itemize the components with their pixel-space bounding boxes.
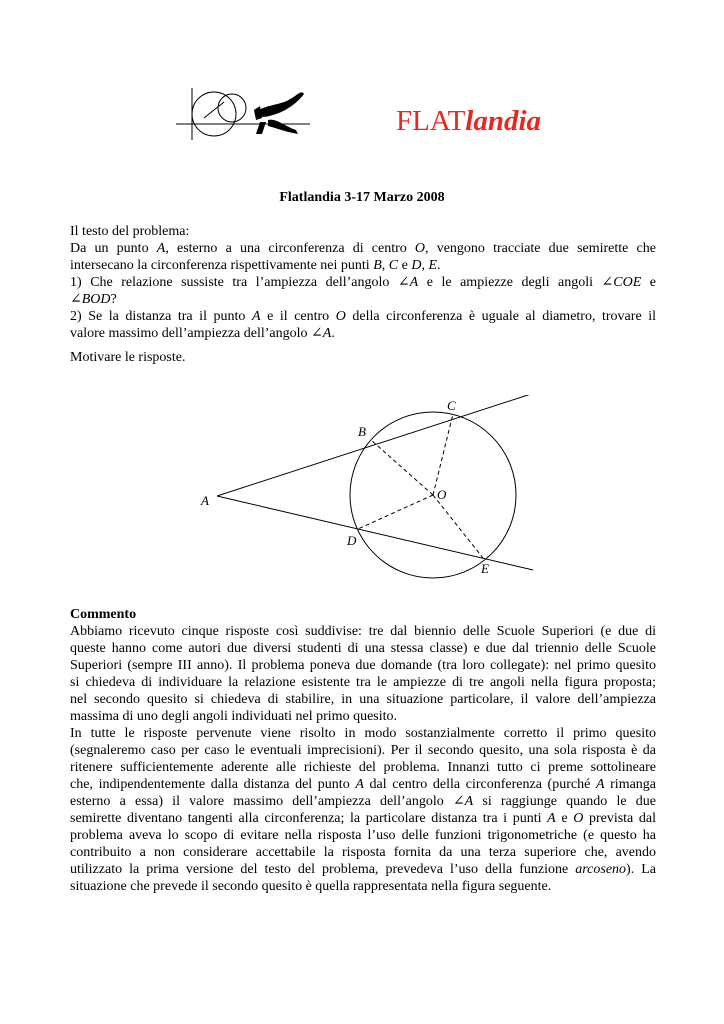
commento-line-16: situazione che prevede il secondo quesito è quella rappresentata nella figura seguente. [70,879,552,894]
geometry-figure [195,395,540,580]
label-D: D [347,533,357,548]
commento-line-6: massima di uno degli angoli individuati nel primo quesito. [70,709,398,724]
commento-line-5: nel secondo quesito si chiedeva di stabilire, in una situazione particolare, il valore dell’ampiezza [70,692,656,707]
commento-line-4: si chiedeva di individuare la relazione esistente tra le ampiezze di tre angoli nella figura proposta; [70,675,656,690]
motivate-text: Motivare le risposte. [70,350,186,365]
intro-line-2: intersecano la circonferenza rispettivamente nei punti B, C e D, E. [70,258,441,273]
commento-line-14: contribuito a non considerare accettabile la risposta fornita da una terza superiore che, avendo [70,845,656,860]
intro-line-1: Da un punto A, esterno a una circonferenza di centro O, vengono tracciate due semirette che [70,241,656,256]
problem-heading: Il testo del problema: [70,224,190,239]
label-B: B [358,424,366,439]
commento-line-2: queste hanno come autori due diversi studenti di una stessa classe) e due dal triennio delle Scuole [70,641,656,656]
commento-line-15: utilizzato la prima versione del testo del problema, prevedeva l’uso della funzione arcoseno). La [70,862,656,877]
question-2-line-2: valore massimo dell’ampiezza dell’angolo ∠A. [70,326,335,341]
question-2-line-1: 2) Se la distanza tra il punto A e il centro O della circonferenza è uguale al diametro, trovare il [70,309,656,324]
document-title: Flatlandia 3-17 Marzo 2008 [279,190,445,205]
ray-upper [217,395,531,496]
question-1-line-2: ∠BOD? [70,292,117,307]
commento-heading: Commento [70,607,137,622]
label-C: C [447,398,456,413]
commento-line-7: In tutte le risposte pervenute viene risolto in modo sostanzialmente corretto il primo quesito [70,726,656,741]
commento-line-12: semirette diventano tangenti alla circonferenza; la particolare distanza tra i punti A e O prevista dal [70,811,657,826]
flatlandia-logo [176,80,316,144]
brand-landia: landia [465,105,542,137]
problem-statement [70,223,656,342]
segment-OD [358,495,433,529]
brand-flat: FLAT [396,105,466,137]
commento-line-11: esterno a essa) il valore massimo dell’ampiezza dell’angolo ∠A si raggiunge quando le due [70,794,656,809]
question-1-line-1: 1) Che relazione sussiste tra l’ampiezza dell’angolo ∠A e le ampiezze degli angoli ∠COE e [70,275,656,290]
commento-line-10: che, indipendentemente dalla distanza del punto A dal centro della circonferenza (purché A rimanga [70,777,657,792]
label-A: A [201,493,209,508]
label-O: O [437,487,447,502]
commento-section [70,606,656,895]
segment-OB [371,440,433,495]
brand-title [396,104,541,138]
commento-line-8: (segnaleremo caso per caso le eventuali imprecisioni). Per il secondo quesito, una sola risposta è da [70,743,656,758]
commento-line-9: ritenere sufficientemente aderente alle richieste del problema. Innanzi tutto ci preme sottolineare [70,760,656,775]
commento-line-3: Superiori (sempre III anno). Il problema poneva due domande (tra loro collegate): nel primo quesito [70,658,656,673]
commento-line-13: problema aveva lo scopo di evitare nella risposta l’uso delle funzioni trigonometriche (e questo ha [70,828,656,843]
label-E: E [481,561,489,576]
segment-OC [433,414,453,495]
commento-line-1: Abbiamo ricevuto cinque risposte così suddivise: tre dal biennio delle Scuole Superiori (e due di [70,624,656,639]
